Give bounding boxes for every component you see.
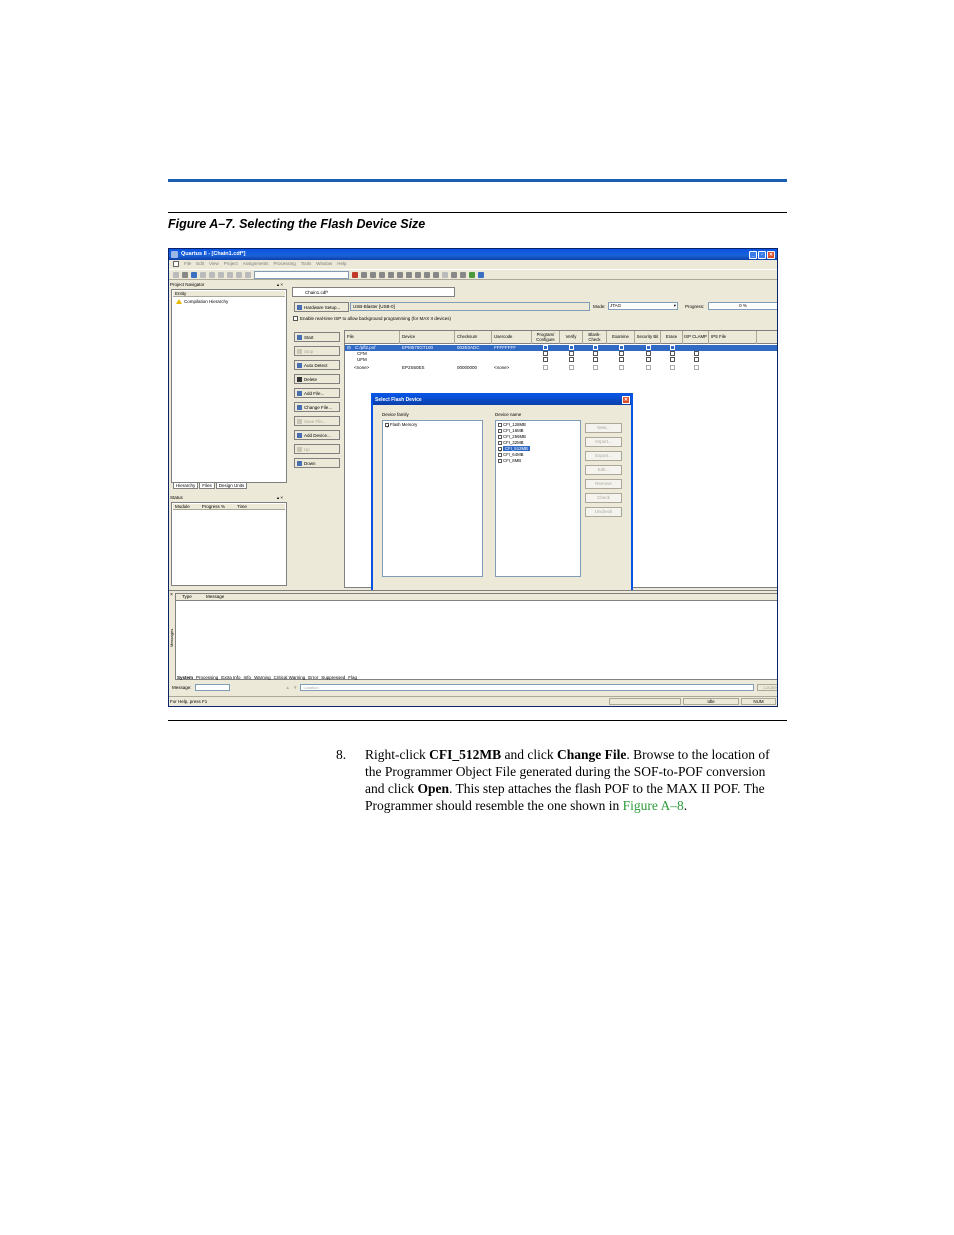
security-checkbox[interactable] [646,351,651,356]
save-icon[interactable] [191,272,197,278]
erase-checkbox [670,365,675,370]
progress-label: Progress: [685,304,705,309]
copy-icon[interactable] [218,272,224,278]
down-arrow-icon[interactable]: ▼ [292,685,298,690]
tab-error[interactable]: Error [308,675,319,680]
messages-columns [176,594,778,601]
device-family-label: Device family [382,412,409,417]
uncheck-button: Uncheck [585,507,622,517]
new-icon[interactable] [173,272,179,278]
change-file-icon [297,405,302,410]
blank-check-checkbox[interactable] [593,345,598,350]
chip-icon[interactable] [370,272,376,278]
select-flash-device-dialog [371,393,633,605]
start-icon [297,335,302,340]
document-icon[interactable] [173,261,179,267]
doc-tab[interactable]: Chain1.cdf* [292,287,455,297]
messages-list[interactable] [175,593,778,680]
row-file: <none> [354,365,370,370]
hardware-field: USB-Blaster [USB-0] [350,302,590,311]
hardware-icon [297,305,302,310]
expand-icon[interactable]: ⊟ [347,345,351,350]
col-examine: Examine [607,331,635,344]
down-button[interactable]: Down [294,458,340,468]
delete-icon [297,377,302,382]
col-isp-clamp: ISP CLAMP [683,331,709,344]
header-rule [168,179,787,182]
restore-button[interactable]: ▫ [758,251,766,259]
row-usercode: FFFFFFFF [494,345,516,350]
row-file: CFM [357,351,367,356]
list-item[interactable]: CFI_8MB [498,458,521,463]
isp-option[interactable]: Enable real-time ISP to allow background programming (for MAX II devices) [293,316,451,321]
menu-window[interactable]: Window [316,261,333,266]
verify-checkbox[interactable] [569,351,574,356]
add-device-icon [297,433,302,438]
fitter-icon[interactable] [388,272,394,278]
row-usercode: <none> [494,365,510,370]
item-checkbox[interactable] [498,435,502,439]
blank-check-checkbox[interactable] [593,351,598,356]
tab-processing[interactable]: Processing [196,675,219,680]
tab-extra-info[interactable]: Extra Info [221,675,241,680]
auto-detect-button[interactable]: Auto Detect [294,360,340,370]
warning-icon [176,299,182,304]
quartus-window [168,248,778,707]
isp-clamp-checkbox[interactable] [694,357,699,362]
col-checksum: Checksum [455,331,492,344]
device-name-label: Device name [495,412,522,417]
col-message: Message [206,594,225,599]
report-icon[interactable] [442,272,448,278]
redo-icon[interactable] [245,272,251,278]
help-hint: For Help, press F1 [170,699,208,704]
col-program: Program/ Configure [532,331,560,344]
menu-project[interactable]: Project [223,261,238,266]
messages-close-icon[interactable]: × [170,592,173,598]
add-file-button[interactable]: Add File... [294,388,340,398]
auto-detect-icon [297,363,302,368]
figure-bottom-rule [168,720,787,721]
item-checkbox[interactable] [498,459,502,463]
tab-flag[interactable]: Flag [348,675,358,680]
window-title: Quartus II - [Chain1.cdf*] [181,251,246,257]
program-checkbox [543,365,548,370]
project-navigator [171,289,287,483]
locate-button: Locate [757,684,778,691]
device-name-list[interactable] [495,420,581,577]
table-row[interactable] [345,357,778,363]
menu-assignments[interactable]: Assignments [242,261,269,266]
col-type: Type [182,594,192,599]
col-verify: Verify [560,331,583,344]
security-checkbox [646,365,651,370]
status-title: Status ▴ × [170,495,283,500]
down-icon [297,461,302,466]
location-input[interactable]: Location [300,684,754,691]
add-file-icon [297,391,302,396]
verify-checkbox[interactable] [569,357,574,362]
col-file: File [345,331,400,344]
col-module: Module [175,504,190,509]
examine-checkbox[interactable] [619,357,624,362]
check-button: Check [585,493,622,503]
programmer-icon[interactable] [469,272,475,278]
blank-check-checkbox [593,365,598,370]
col-time: Time [237,504,247,509]
col-usercode: Usercode [492,331,532,344]
list-item[interactable]: ✓ Flash Memory [386,422,418,429]
simulate-icon[interactable] [433,272,439,278]
mode-label: Mode: [593,304,606,309]
menu-processing[interactable]: Processing [273,261,296,266]
item-checkbox[interactable] [498,429,502,433]
settings-icon[interactable] [352,272,358,278]
change-file-button[interactable]: Change File... [294,402,340,412]
remove-button: Remove [585,479,622,489]
caption-rule [168,212,787,213]
tab-system[interactable]: System [177,675,194,680]
status-bar [169,696,777,706]
chip-planner-icon[interactable] [460,272,466,278]
messages-panel [169,590,778,690]
isp-clamp-checkbox[interactable] [694,351,699,356]
new-button: New... [585,423,622,433]
print-icon[interactable] [200,272,206,278]
stop-button: Stop [294,346,340,356]
undo-icon[interactable] [236,272,242,278]
up-button: Up [294,444,340,454]
item-checkbox[interactable] [498,453,502,457]
tab-hierarchy[interactable]: Hierarchy [173,482,198,489]
isp-checkbox[interactable] [293,316,298,321]
isp-clamp-checkbox [694,365,699,370]
figure-caption: Figure A–7. Selecting the Flash Device Size [168,217,426,231]
status-num: NUM [741,698,776,705]
message-input[interactable] [195,684,230,691]
title-bar [169,249,777,260]
security-checkbox[interactable] [646,345,651,350]
program-checkbox[interactable] [543,357,548,362]
analysis-icon[interactable] [379,272,385,278]
save-file-icon [297,419,302,424]
tab-critical-warning[interactable]: Critical Warning [273,675,306,680]
open-icon[interactable] [182,272,188,278]
compile-icon[interactable] [406,272,412,278]
step-number: 8. [336,747,347,762]
stop-icon [297,349,302,354]
entity-column: Entity [173,291,285,297]
col-security-bit: Security Bit [635,331,661,344]
cut-icon[interactable] [209,272,215,278]
figure-a8-link[interactable]: Figure A–8 [622,798,684,813]
message-filter-row [172,684,778,691]
grid-header [345,331,778,344]
tab-warning[interactable]: Warning [254,675,271,680]
program-checkbox[interactable] [543,345,548,350]
tab-design-units[interactable]: Design Units [216,482,248,489]
pin-planner-icon[interactable] [361,272,367,278]
col-progress: Progress % [201,504,226,509]
flash-memory-checkbox[interactable]: ✓ [386,423,390,429]
row-file: UFM [357,357,367,362]
menu-edit[interactable]: Edit [196,261,205,266]
panel-close-icon[interactable]: ▴ × [276,282,283,287]
item-checkbox[interactable] [498,423,502,427]
paste-icon[interactable] [227,272,233,278]
import-button: Import... [585,437,622,447]
list-item[interactable]: CFI_128MB [498,422,526,427]
analyze-icon[interactable] [415,272,421,278]
col-ips-file: IPS File [709,331,757,344]
list-item[interactable]: CFI_256MB [498,434,526,439]
blank-check-checkbox[interactable] [593,357,598,362]
erase-checkbox[interactable] [670,345,675,350]
minimize-button[interactable]: _ [749,251,757,259]
row-file: C:/pfl2.pof [355,345,376,350]
step-text: Right-click CFI_512MB and click Change File. Browse to the location of the Programmer Object File generated during the SOF-to-POF conversion and click Open. This step attaches the flash POF to the MAX II POF. The Programmer should resemble the one shown in Figure A–8. [365,747,770,813]
messages-side-label: Messages [169,628,174,647]
timing-icon[interactable] [424,272,430,278]
message-label: Message: [172,685,192,690]
examine-checkbox [619,365,624,370]
dialog-close-button[interactable]: ✕ [623,397,629,403]
row-checksum: 002E0ADC [457,345,480,350]
row-checksum: 00000000 [457,365,478,370]
menu-help[interactable]: Help [337,261,347,266]
tab-info[interactable]: Info [243,675,252,680]
help-icon[interactable] [478,272,484,278]
row-device: EPM570GT100 [402,345,434,350]
toolbar [169,269,777,280]
program-checkbox[interactable] [543,351,548,356]
examine-checkbox[interactable] [619,345,624,350]
up-arrow-icon[interactable]: ▲ [285,685,290,690]
start-button[interactable]: Start [294,332,340,342]
quartus-app-icon [171,251,178,258]
hardware-setup-button[interactable]: Hardware Setup... [294,302,349,312]
row-device: EP2S60ES [402,365,425,370]
edit-button: Edit... [585,465,622,475]
col-erase: Erase [661,331,683,344]
add-device-button[interactable]: Add Device... [294,430,340,440]
erase-checkbox[interactable] [670,351,675,356]
close-button[interactable]: ✕ [768,251,774,258]
hierarchy-combo[interactable] [254,271,349,279]
project-navigator-title: Project Navigator ▴ × [170,282,283,287]
up-icon [297,447,302,452]
netlist-icon[interactable] [451,272,457,278]
navigator-tabs [173,482,247,489]
compilation-hierarchy-item[interactable]: Compilation Hierarchy [176,299,228,304]
message-tabs [177,675,357,680]
export-button: Export... [585,451,622,461]
list-item[interactable]: CFI_32MB [498,440,524,445]
dialog-title: Select Flash Device ✕ [373,395,631,405]
list-item[interactable]: CFI_16MB [498,428,524,433]
item-checkbox[interactable] [498,441,502,445]
col-device: Device [400,331,455,344]
status-close-icon[interactable]: ▴ × [276,495,283,500]
erase-checkbox[interactable] [670,357,675,362]
menu-file[interactable]: File [184,261,192,266]
list-item-selected[interactable]: ✓ CFI_512MB [499,446,528,453]
chevron-down-icon: ▾ [673,303,676,308]
tab-files[interactable]: Files [199,482,215,489]
status-panel [171,502,287,586]
col-blank-check: Blank- Check [583,331,607,344]
item-checkbox[interactable]: ✓ [499,447,503,453]
stop-icon[interactable] [397,272,403,278]
status-idle: Idle [683,698,739,705]
examine-checkbox[interactable] [619,351,624,356]
device-family-list[interactable] [382,420,483,577]
list-item[interactable]: CFI_64MB [498,452,524,457]
status-progress-cell [609,698,681,705]
verify-checkbox [569,365,574,370]
security-checkbox[interactable] [646,357,651,362]
menu-tools[interactable]: Tools [300,261,312,266]
status-columns [173,504,285,510]
menu-bar [169,260,777,269]
verify-checkbox[interactable] [569,345,574,350]
progress-field: 0 % [708,302,778,310]
tab-suppressed[interactable]: Suppressed [321,675,346,680]
save-file-button: Save File... [294,416,340,426]
table-row[interactable] [345,365,778,371]
menu-view[interactable]: View [209,261,219,266]
mode-select[interactable]: JTAG ▾ [610,303,676,308]
delete-button[interactable]: Delete [294,374,340,384]
